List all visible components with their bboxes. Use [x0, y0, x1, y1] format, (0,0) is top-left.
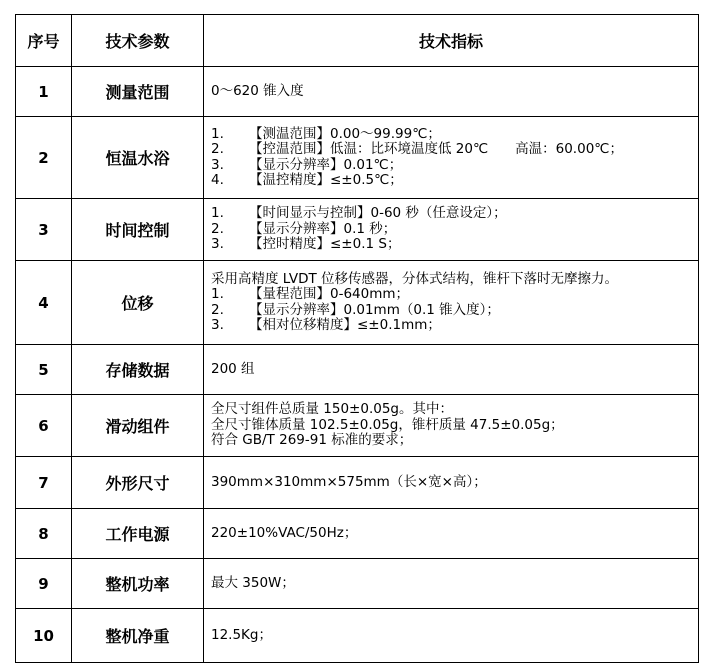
spec-cell	[204, 457, 699, 509]
spec-line-text: 390mm×310mm×575mm（长×宽×高）；	[211, 473, 487, 490]
spec-line-text: 全尺寸组件总质量 150±0.05g。其中：	[211, 401, 453, 418]
table-row	[16, 261, 699, 345]
param-name: 存储数据	[72, 345, 204, 395]
spec-line-index: 3.	[211, 317, 224, 333]
spec-line-text: 【温控精度】≤±0.5℃；	[249, 172, 403, 188]
param-name: 恒温水浴	[72, 117, 204, 199]
spec-line	[211, 418, 692, 434]
spec-line-text: 200 组	[211, 360, 255, 377]
spec-line-text: 【测温范围】0.00～99.99℃；	[249, 125, 441, 142]
spec-cell	[204, 199, 699, 261]
spec-line-text: 【控温范围】低温：比环境温度低 20℃ 高温：60.00℃；	[249, 141, 623, 157]
row-number: 5	[16, 345, 72, 395]
row-number: 8	[16, 509, 72, 559]
row-number: 7	[16, 457, 72, 509]
spec-line	[211, 206, 692, 222]
spec-line	[211, 628, 692, 644]
spec-intro: 采用高精度 LVDT 位移传感器，分体式结构，锥杆下落时无摩擦力。	[211, 270, 618, 287]
spec-line	[211, 362, 692, 378]
spec-line	[211, 158, 692, 174]
spec-line-text: 【显示分辨率】0.1 秒；	[249, 220, 397, 237]
header-row	[16, 15, 699, 67]
param-name: 外形尺寸	[72, 457, 204, 509]
param-name: 滑动组件	[72, 395, 204, 457]
spec-line	[211, 173, 692, 189]
spec-line-index: 4.	[211, 172, 224, 188]
header-no: 序号	[16, 15, 72, 67]
table-row	[16, 509, 699, 559]
table-row	[16, 345, 699, 395]
spec-line-text: 【显示分辨率】0.01mm（0.1 锥入度）；	[249, 301, 500, 318]
table-row	[16, 457, 699, 509]
param-name: 工作电源	[72, 509, 204, 559]
row-number: 6	[16, 395, 72, 457]
spec-line	[211, 475, 692, 491]
spec-line-text: 符合 GB/T 269-91 标准的要求；	[211, 432, 413, 449]
spec-line-index: 2.	[211, 301, 224, 318]
param-name: 整机功率	[72, 559, 204, 609]
spec-line	[211, 142, 692, 158]
row-number: 4	[16, 261, 72, 345]
spec-cell	[204, 117, 699, 199]
table-row	[16, 199, 699, 261]
spec-line	[211, 237, 692, 253]
row-number: 2	[16, 117, 72, 199]
param-name: 测量范围	[72, 67, 204, 117]
spec-line-text: 最大 350W；	[211, 574, 295, 591]
spec-line-text: 【显示分辨率】0.01℃；	[249, 156, 403, 173]
header-param: 技术参数	[72, 15, 204, 67]
spec-line-index: 1.	[211, 205, 224, 222]
spec-line	[211, 318, 692, 334]
row-number: 1	[16, 67, 72, 117]
table-row	[16, 609, 699, 663]
spec-line-text: 0～620 锥入度	[211, 82, 304, 99]
spec-line-index: 1.	[211, 286, 224, 302]
spec-line-index: 3.	[211, 236, 224, 253]
spec-line	[211, 576, 692, 592]
spec-cell	[204, 395, 699, 457]
table-row	[16, 117, 699, 199]
param-name: 时间控制	[72, 199, 204, 261]
spec-line-text: 全尺寸锥体质量 102.5±0.05g，锥杆质量 47.5±0.05g；	[211, 416, 564, 433]
table-row	[16, 559, 699, 609]
row-number: 10	[16, 609, 72, 663]
spec-line	[211, 84, 692, 100]
spec-cell	[204, 559, 699, 609]
spec-line	[211, 433, 692, 449]
spec-line-text: 【时间显示与控制】0-60 秒（任意设定）；	[249, 205, 507, 222]
row-number: 3	[16, 199, 72, 261]
spec-line-text: 【量程范围】0-640mm；	[249, 286, 410, 302]
spec-line-index: 3.	[211, 156, 224, 173]
spec-cell	[204, 261, 699, 345]
param-name: 位移	[72, 261, 204, 345]
spec-line	[211, 402, 692, 418]
spec-line	[211, 222, 692, 238]
spec-table	[15, 14, 699, 663]
spec-cell	[204, 345, 699, 395]
table-row	[16, 395, 699, 457]
spec-line	[211, 303, 692, 319]
spec-line	[211, 127, 692, 143]
spec-line	[211, 526, 692, 542]
spec-line-index: 1.	[211, 125, 224, 142]
spec-line	[211, 287, 692, 303]
spec-line-text: 12.5Kg；	[211, 626, 272, 643]
spec-line-text: 220±10%VAC/50Hz；	[211, 524, 358, 541]
spec-line-text: 【相对位移精度】≤±0.1mm；	[249, 317, 441, 333]
spec-line-index: 2.	[211, 220, 224, 237]
header-spec: 技术指标	[204, 15, 699, 67]
param-name: 整机净重	[72, 609, 204, 663]
row-number: 9	[16, 559, 72, 609]
spec-line-index: 2.	[211, 141, 224, 157]
spec-line-text: 【控时精度】≤±0.1 S；	[249, 236, 401, 253]
spec-cell	[204, 67, 699, 117]
spec-cell	[204, 509, 699, 559]
spec-cell	[204, 609, 699, 663]
table-row	[16, 67, 699, 117]
